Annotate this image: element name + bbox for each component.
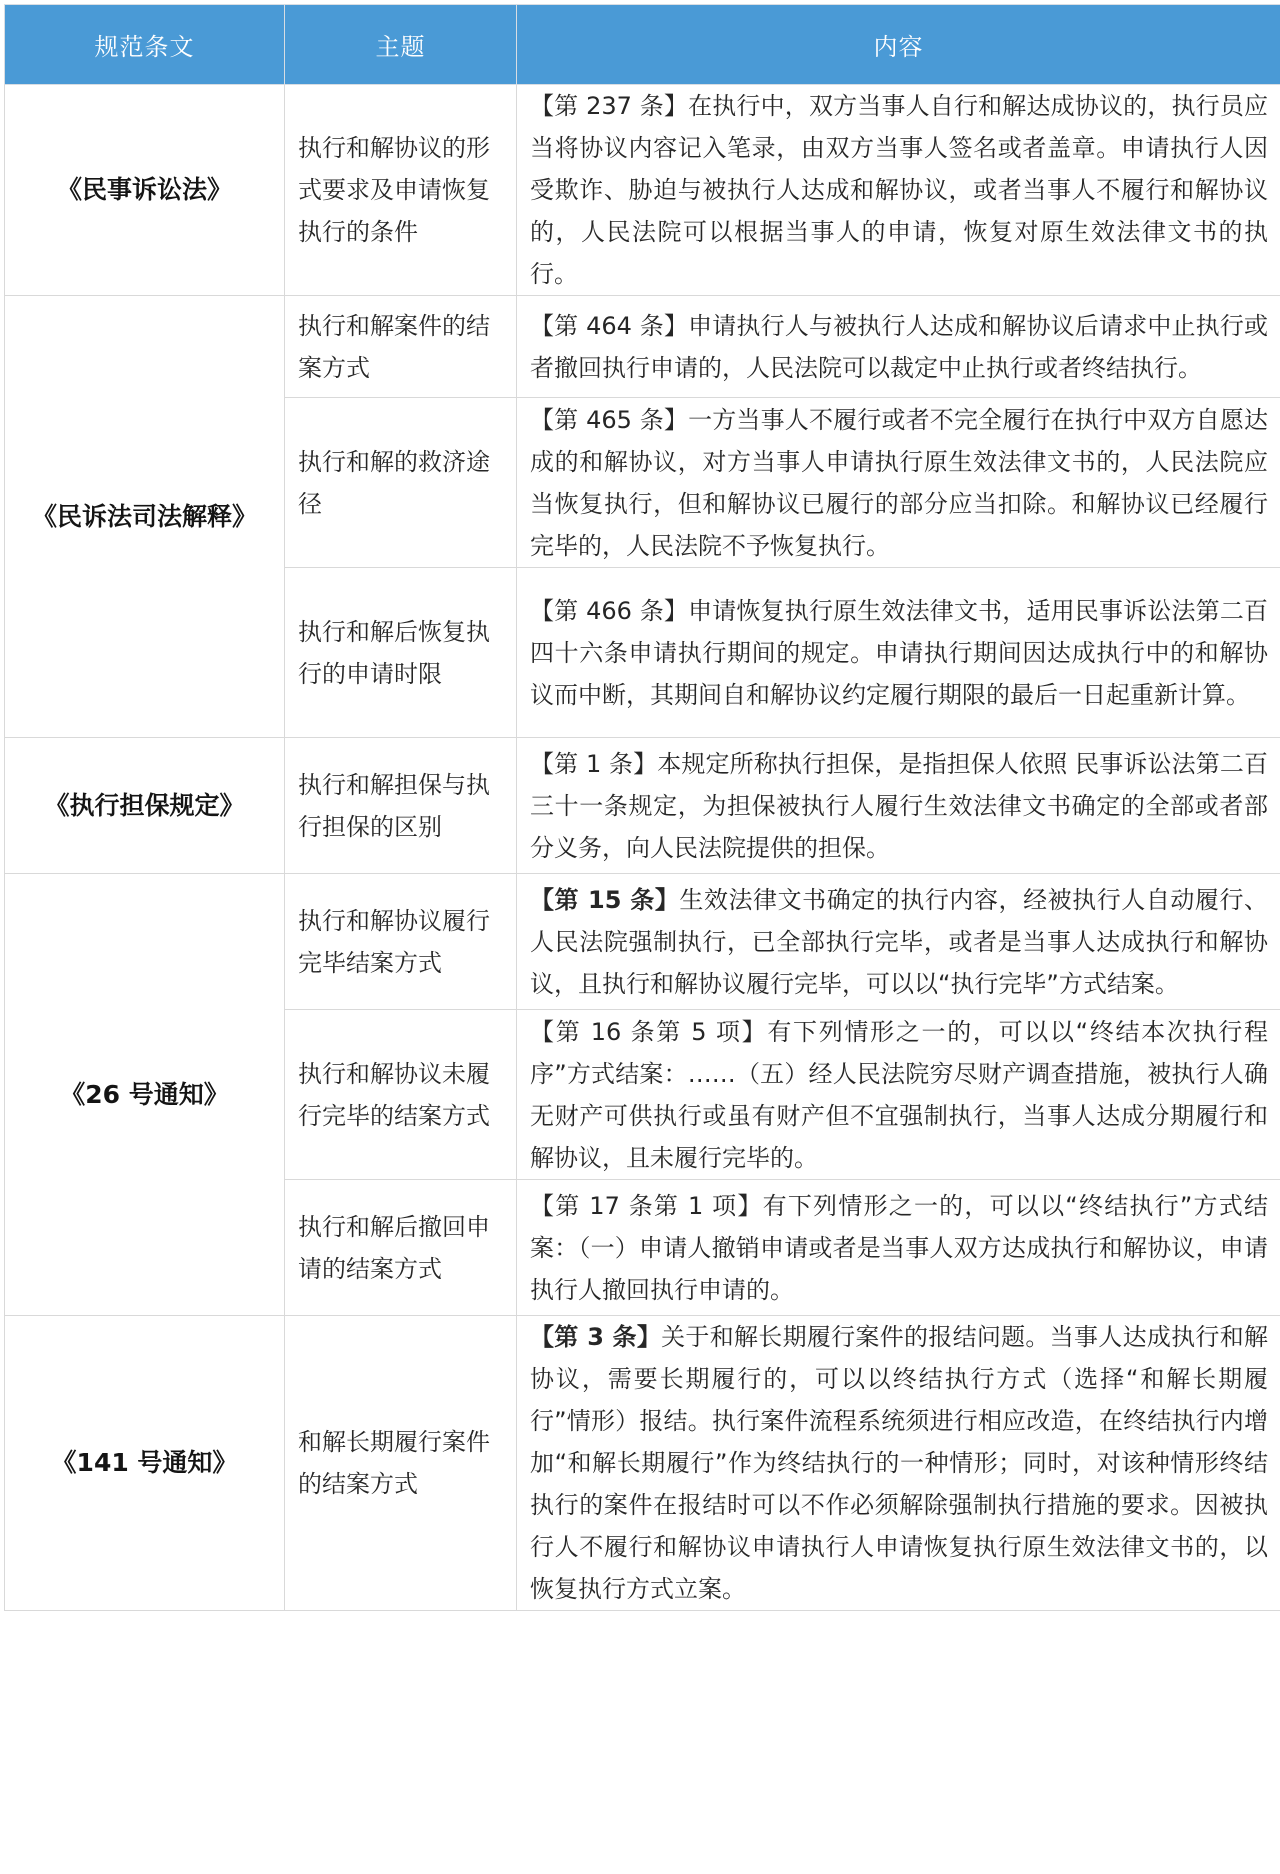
table-row [5, 85, 1280, 296]
header-topic: 主题 [285, 5, 517, 85]
content-cell [517, 85, 1280, 296]
table-row [5, 296, 1280, 398]
article-number: 【第 237 条】 [530, 92, 689, 120]
article-text: 申请执行人与被执行人达成和解协议后请求中止执行或者撤回执行申请的，人民法院可以裁定中止执行或者终结执行。 [530, 311, 1268, 382]
topic-cell: 执行和解协议的形式要求及申请恢复执行的条件 [285, 85, 517, 296]
table-row [5, 1316, 1280, 1611]
article-text: 有下列情形之一的，可以以“终结本次执行程序”方式结案：……（五）经人民法院穷尽财产调查措施，被执行人确无财产可供执行或虽有财产但不宜强制执行，当事人达成分期履行和解协议，且未履行完毕的。 [530, 1017, 1269, 1172]
law-name: 《执行担保规定》 [5, 738, 285, 874]
content-cell [517, 874, 1280, 1010]
topic-cell: 和解长期履行案件的结案方式 [285, 1316, 517, 1611]
topic-cell: 执行和解后撤回申请的结案方式 [285, 1180, 517, 1316]
article-number: 【第 17 条第 1 项】 [530, 1191, 763, 1220]
table-row [5, 738, 1280, 874]
law-name: 《民诉法司法解释》 [5, 296, 285, 738]
law-name: 《民事诉讼法》 [5, 85, 285, 296]
article-number: 【第 3 条】 [530, 1323, 662, 1351]
header-row [5, 5, 1280, 85]
article-text: 在执行中，双方当事人自行和解达成协议的，执行员应当将协议内容记入笔录，由双方当事人签名或者盖章。申请执行人因受欺诈、胁迫与被执行人达成和解协议，或者当事人不履行和解协议的，人民法院可以根据当事人的申请，恢复对原生效法律文书的执行。 [530, 92, 1268, 288]
content-cell [517, 1010, 1280, 1180]
article-text: 本规定所称执行担保，是指担保人依照 民事诉讼法第二百三十一条规定，为担保被执行人履行生效法律文书确定的全部或者部分义务，向人民法院提供的担保。 [530, 749, 1268, 862]
content-cell [517, 398, 1280, 568]
article-number: 【第 466 条】 [530, 596, 689, 625]
article-text: 申请恢复执行原生效法律文书，适用民事诉讼法第二百四十六条申请执行期间的规定。申请执行期间因达成执行中的和解协议而中断，其期间自和解协议约定履行期限的最后一日起重新计算。 [530, 596, 1268, 709]
topic-cell: 执行和解后恢复执行的申请时限 [285, 568, 517, 738]
regulation-table [4, 4, 1280, 1611]
article-number: 【第 465 条】 [530, 405, 689, 434]
table-row [5, 874, 1280, 1010]
article-text: 关于和解长期履行案件的报结问题。当事人达成执行和解协议，需要长期履行的，可以以终结执行方式（选择“和解长期履行”情形）报结。执行案件流程系统须进行相应改造，在终结执行内增加“和解长期履行”作为终结执行的一种情形；同时，对该种情形终结执行的案件在报结时可以不作必须解除强制执行措施的要求。因被执行人不履行和解协议申请执行人申请恢复执行原生效法律文书的，以恢复执行方式立案。 [530, 1323, 1269, 1603]
article-number: 【第 15 条】 [530, 885, 680, 914]
content-cell [517, 568, 1280, 738]
article-text: 生效法律文书确定的执行内容，经被执行人自动履行、人民法院强制执行，已全部执行完毕，或者是当事人达成执行和解协议，且执行和解协议履行完毕，可以以“执行完毕”方式结案。 [530, 885, 1269, 998]
content-cell [517, 296, 1280, 398]
topic-cell: 执行和解协议未履行完毕的结案方式 [285, 1010, 517, 1180]
topic-cell: 执行和解担保与执行担保的区别 [285, 738, 517, 874]
law-name: 《26 号通知》 [5, 874, 285, 1316]
header-content: 内容 [517, 5, 1280, 85]
article-number: 【第 464 条】 [530, 311, 689, 340]
law-name: 《141 号通知》 [5, 1316, 285, 1611]
article-text: 有下列情形之一的，可以以“终结执行”方式结案：（一）申请人撤销申请或者是当事人双方达成执行和解协议，申请执行人撤回执行申请的。 [530, 1191, 1268, 1304]
article-number: 【第 1 条】 [530, 749, 658, 778]
content-cell [517, 1316, 1280, 1611]
article-text: 一方当事人不履行或者不完全履行在执行中双方自愿达成的和解协议，对方当事人申请执行原生效法律文书的，人民法院应当恢复执行，但和解协议已履行的部分应当扣除。和解协议已经履行完毕的，人民法院不予恢复执行。 [530, 405, 1268, 560]
topic-cell: 执行和解协议履行完毕结案方式 [285, 874, 517, 1010]
topic-cell: 执行和解案件的结案方式 [285, 296, 517, 398]
content-cell [517, 1180, 1280, 1316]
topic-cell: 执行和解的救济途径 [285, 398, 517, 568]
header-regulation: 规范条文 [5, 5, 285, 85]
content-cell [517, 738, 1280, 874]
article-number: 【第 16 条第 5 项】 [530, 1017, 768, 1046]
